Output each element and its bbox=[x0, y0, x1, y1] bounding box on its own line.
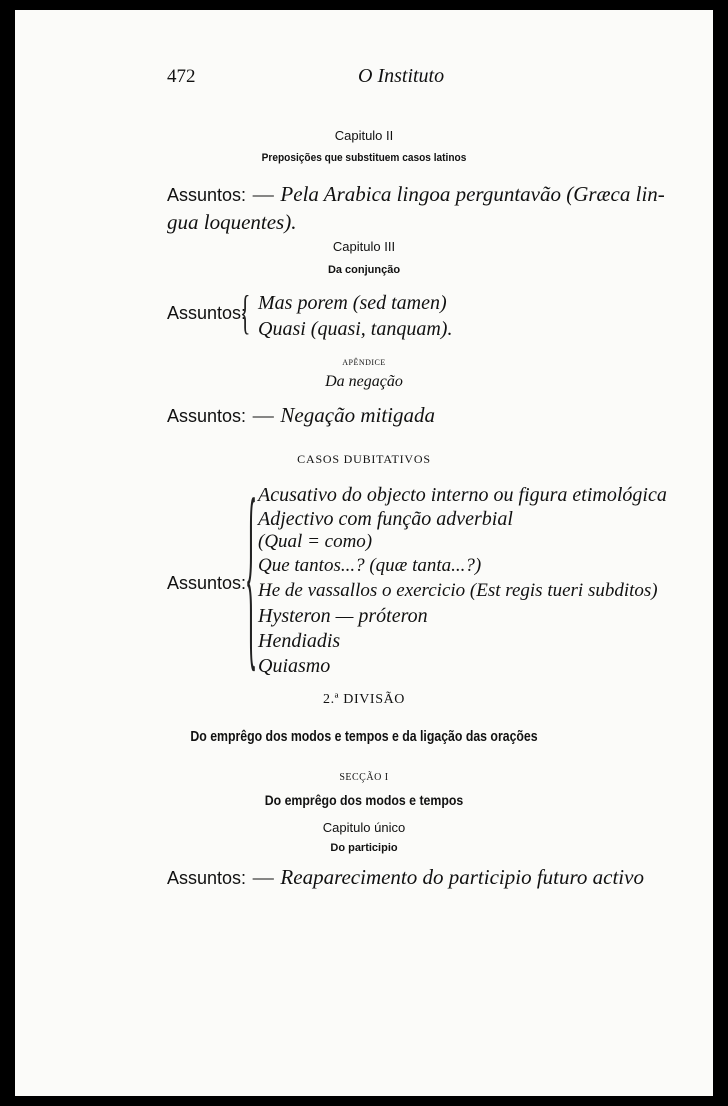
topic-text: Reaparecimento do participio futuro activo bbox=[280, 865, 644, 889]
assuntos-label: Assuntos: bbox=[167, 303, 247, 323]
assuntos-line bbox=[167, 403, 435, 428]
list-item: Quiasmo bbox=[258, 655, 331, 677]
chapter-subheading: Da conjunção bbox=[327, 264, 401, 276]
em-dash: — bbox=[252, 865, 274, 889]
chapter-heading: Capitulo III bbox=[332, 239, 396, 254]
list-item: He de vassallos o exercicio (Est regis tueri subditos) bbox=[258, 580, 658, 601]
list-item: Que tantos...? (quæ tanta...?) bbox=[258, 555, 482, 576]
list-item: Mas porem (sed tamen) bbox=[258, 292, 447, 314]
curly-brace: { bbox=[240, 286, 251, 339]
chapter-subheading: Do participio bbox=[330, 842, 398, 854]
chapter-heading: Capitulo II bbox=[334, 128, 394, 143]
assuntos-label: Assuntos: bbox=[167, 185, 247, 205]
list-item: (Qual = como) bbox=[258, 531, 373, 552]
appendix-subheading: Da negação bbox=[325, 373, 403, 390]
list-item: Quasi (quasi, tanquam). bbox=[258, 318, 453, 340]
section-title: Do emprêgo dos modos e tempos bbox=[264, 792, 464, 808]
division-title: Do emprêgo dos modos e tempos e da ligação das orações bbox=[190, 728, 538, 745]
em-dash: — bbox=[252, 182, 274, 206]
topic-text: Negação mitigada bbox=[280, 403, 435, 427]
section-heading: CASOS DUBITATIVOS bbox=[297, 452, 431, 466]
list-item: Hysteron — próteron bbox=[258, 605, 428, 627]
assuntos-line bbox=[167, 865, 644, 890]
assuntos-line bbox=[167, 182, 665, 207]
assuntos-label: Assuntos: bbox=[167, 406, 247, 426]
assuntos-label: Assuntos: bbox=[167, 868, 247, 888]
running-title: O Instituto bbox=[358, 65, 445, 87]
chapter-heading: Capitulo único bbox=[322, 820, 406, 835]
appendix-heading: APÊNDICE bbox=[342, 358, 386, 367]
curly-brace: { bbox=[245, 457, 258, 689]
division-heading: 2.ª DIVISÃO bbox=[322, 692, 405, 707]
list-item: Acusativo do objecto interno ou figura etimológica bbox=[258, 484, 667, 506]
topic-text: Pela Arabica lingoa perguntavão (Græca lin- bbox=[280, 182, 665, 206]
page-number: 472 bbox=[167, 66, 196, 87]
topic-text-continued: gua loquentes). bbox=[167, 210, 297, 234]
list-item: Adjectivo com função adverbial bbox=[258, 508, 513, 530]
list-item: Hendiadis bbox=[258, 630, 341, 652]
chapter-subheading: Preposições que substituem casos latinos bbox=[261, 152, 467, 164]
section-number: SECÇÃO I bbox=[339, 772, 389, 783]
assuntos-label: Assuntos: bbox=[167, 573, 247, 593]
em-dash: — bbox=[252, 403, 274, 427]
document-page bbox=[15, 10, 713, 1096]
